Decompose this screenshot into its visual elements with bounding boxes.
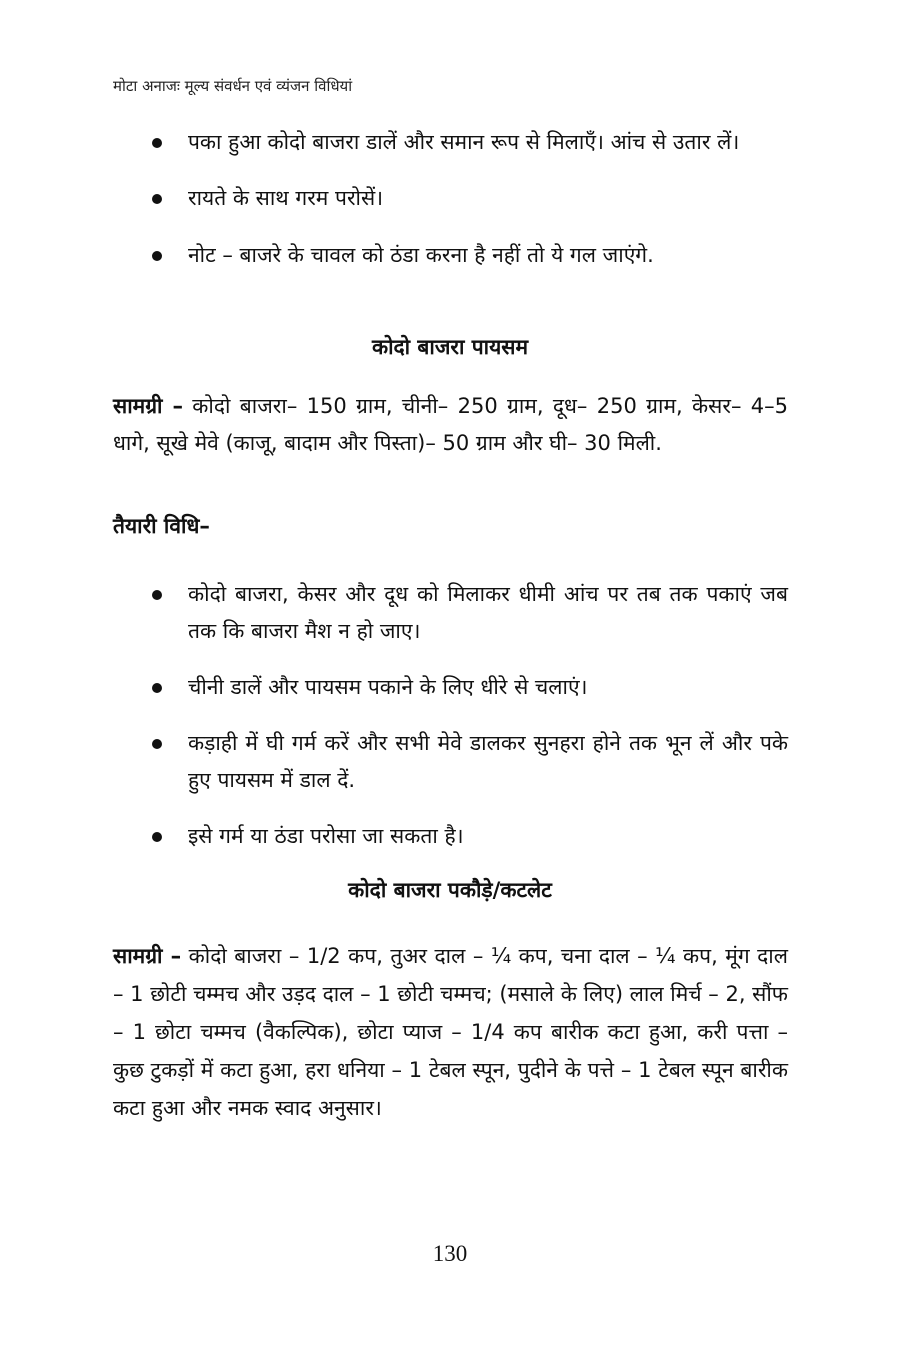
list-item (148, 669, 788, 706)
payasam-ingredients (113, 388, 788, 462)
list-item (148, 124, 788, 161)
list-item (148, 180, 788, 217)
list-item-text: इसे गर्म या ठंडा परोसा जा सकता है। (188, 824, 464, 848)
bullet-icon (152, 832, 162, 842)
running-header: मोटा अनाजः मूल्य संवर्धन एवं व्यंजन विधियां (113, 77, 353, 95)
bullet-icon (152, 138, 162, 148)
list-item-text: कड़ाही में घी गर्म करें और सभी मेवे डालकर सुनहरा होने तक भून लें और पके हुए पायसम में डाल दें. (188, 731, 788, 792)
list-item-text: रायते के साथ गरम परोसें। (188, 186, 384, 210)
ingredients-text: कोदो बाजरा– 150 ग्राम, चीनी– 250 ग्राम, दूध– 250 ग्राम, केसर– 4–5 धागे, सूखे मेवे (काजू, बादाम और पिस्ता)– 50 ग्राम और घी– 30 मिली. (113, 394, 788, 455)
bullet-icon (152, 194, 162, 204)
ingredients-label: सामग्री – (113, 944, 182, 968)
page-number: 130 (432, 1241, 468, 1266)
list-item-text: नोट – बाजरे के चावल को ठंडा करना है नहीं तो ये गल जाएंगे. (188, 243, 654, 267)
list-item-text: पका हुआ कोदो बाजरा डालें और समान रूप से मिलाएँ। आंच से उतार लें। (188, 130, 740, 154)
bullet-icon (152, 739, 162, 749)
list-item (148, 725, 788, 799)
method-heading: तैयारी विधि– (113, 514, 210, 538)
list-item (148, 576, 788, 650)
pakode-ingredients (113, 937, 788, 1127)
list-item (148, 237, 788, 274)
recipe-title-pakode: कोदो बाजरा पकौड़े/कटलेट (348, 878, 552, 902)
payasam-steps (148, 576, 788, 855)
recipe-title-payasam: कोदो बाजरा पायसम (371, 335, 529, 359)
bullet-icon (152, 683, 162, 693)
list-item-text: कोदो बाजरा, केसर और दूध को मिलाकर धीमी आंच पर तब तक पकाएं जब तक कि बाजरा मैश न हो जाए। (188, 582, 788, 643)
top-bullet-list (148, 124, 788, 274)
ingredients-label: सामग्री – (113, 394, 183, 418)
ingredients-text: कोदो बाजरा – 1/2 कप, तुअर दाल – ¼ कप, चना दाल – ¼ कप, मूंग दाल – 1 छोटी चम्मच और उड़द दाल – 1 छोटी चम्मच; (मसाले के लिए) लाल मिर्च – 2, सौंफ – 1 छोटा चम्मच (वैकल्पिक), छोटा प्याज – 1/4 कप बारीक कटा हुआ, करी पत्ता – कुछ टुकड़ों में कटा हुआ, हरा धनिया – 1 टेबल स्पून, पुदीने के पत्ते – 1 टेबल स्पून बारीक कटा हुआ और नमक स्वाद अनुसार। (113, 944, 788, 1120)
list-item (148, 818, 788, 855)
bullet-icon (152, 251, 162, 261)
bullet-icon (152, 590, 162, 600)
list-item-text: चीनी डालें और पायसम पकाने के लिए धीरे से चलाएं। (188, 675, 588, 699)
